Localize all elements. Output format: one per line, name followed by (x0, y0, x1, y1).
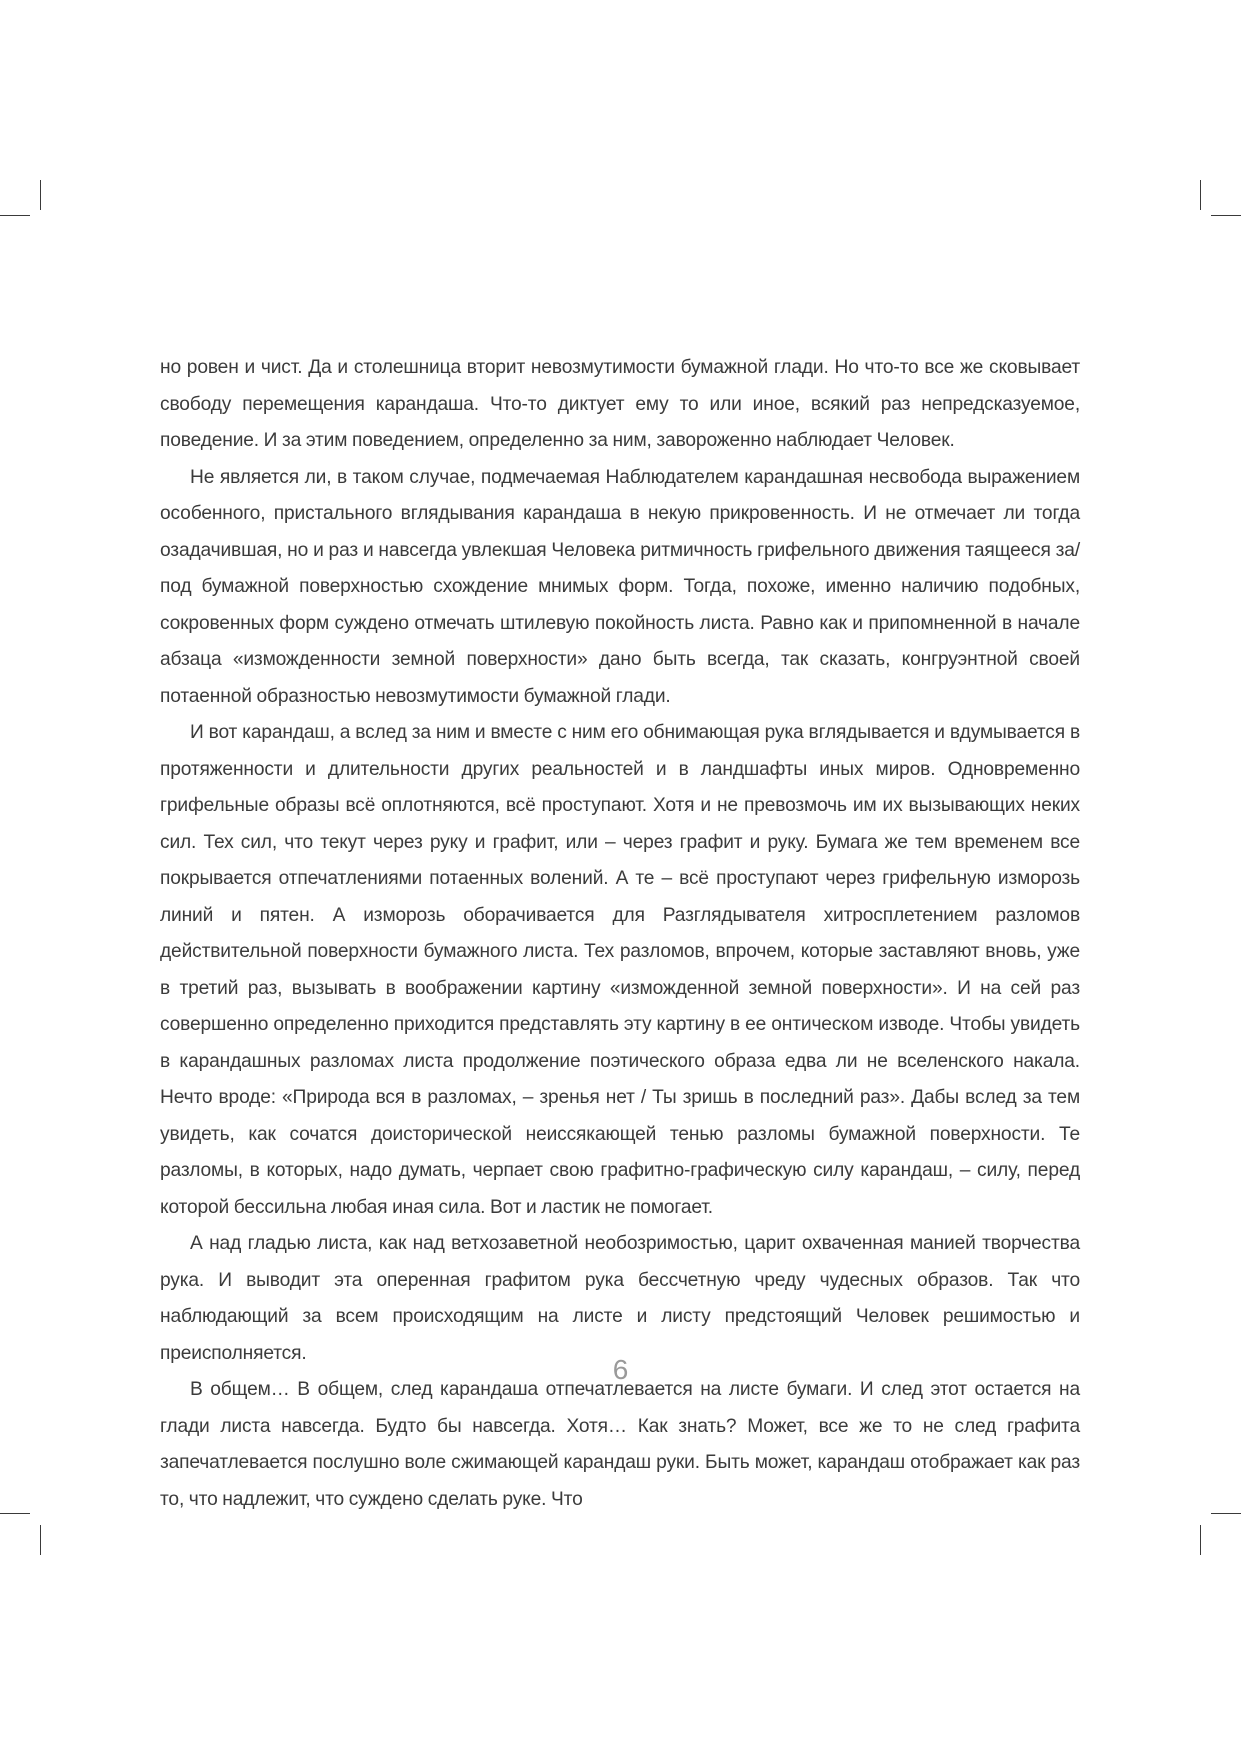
crop-mark-top-left-vertical (40, 180, 41, 210)
paragraph: А над гладью листа, как над ветхозаветной необозримостью, царит охваченная манией творчества рука. И выводит эта оперенная графитом рука бессчетную чреду чудесных образов. Так что наблюдающий за всем происходящим на листе и листу предстоящий Человек решимостью и преисполняется. (160, 1233, 1080, 1364)
crop-mark-top-right-horizontal (1211, 215, 1241, 216)
crop-mark-top-left-horizontal (0, 215, 30, 216)
paragraph: Не является ли, в таком случае, подмечаемая Наблюдателем карандашная несвобода выражением особенного, пристального вглядывания карандаша в некую прикровенность. И не отмечает ли тогда озадачившая, но и раз и навсегда увлекшая Человека ритмичность грифельного движения таящееся за/под бумажной поверхностью схождение мнимых форм. Тогда, похоже, именно наличию подобных, сокровенных форм суждено отмечать штилевую покойность листа. Равно как и припомненной в начале абзаца «изможденности земной поверхности» дано быть всегда, так сказать, конгруэнтной своей потаенной образностью невозмутимости бумажной глади. (160, 466, 1080, 707)
paragraph-continued: но ровен и чист. Да и столешница вторит невозмутимости бумажной глади. Но что-то все же сковывает свободу перемещения карандаша. Что-то диктует ему то или иное, всякий раз непредсказуемое, поведение. И за этим поведением, определенно за ним, завороженно наблюдает Человек. (160, 357, 1080, 451)
crop-mark-bottom-left-vertical (40, 1525, 41, 1555)
crop-mark-top-right-vertical (1200, 180, 1201, 210)
paragraph: И вот карандаш, а вслед за ним и вместе с ним его обнимающая рука вглядывается и вдумывается в протяженности и длительности других реальностей и в ландшафты иных миров. Одновременно грифельные образы всё оплотняются, всё проступают. Хотя и не превозмочь им их вызывающих неких сил. Тех сил, что текут через руку и графит, или – через графит и руку. Бумага же тем временем все покрывается отпечатлениями потаенных волений. А те – всё проступают через грифельную изморозь линий и пятен. А изморозь оборачивается для Разглядывателя хитросплетением разломов действительной поверхности бумажного листа. Тех разломов, впрочем, которые заставляют вновь, уже в третий раз, вызывать в воображении картину «изможденной земной поверхности». И на сей раз совершенно определенно приходится представлять эту картину в ее онтическом изводе. Чтобы увидеть в карандашных разломах листа продолжение поэтического образа едва ли не вселенского накала. Нечто вроде: «Природа вся в разломах, – зренья нет / Ты зришь в последний раз». Дабы вслед за тем увидеть, как сочатся доисторической неиссякающей тенью разломы бумажной поверхности. Те разломы, в которых, надо думать, черпает свою графитно-графическую силу карандаш, – силу, перед которой бессильна любая иная сила. Вот и ластик не помогает. (160, 722, 1080, 1218)
page-number: 6 (612, 1354, 629, 1385)
body-text (160, 350, 1080, 1518)
crop-mark-bottom-right-vertical (1200, 1525, 1201, 1555)
crop-mark-bottom-left-horizontal (0, 1513, 30, 1514)
paragraph: В общем… В общем, след карандаша отпечатлевается на листе бумаги. И след этот остается на глади листа навсегда. Будто бы навсегда. Хотя… Как знать? Может, все же то не след графита запечатлевается послушно воле сжимающей карандаш руки. Быть может, карандаш отображает как раз то, что надлежит, что суждено сделать руке. Что (160, 1379, 1080, 1510)
crop-mark-bottom-right-horizontal (1211, 1513, 1241, 1514)
